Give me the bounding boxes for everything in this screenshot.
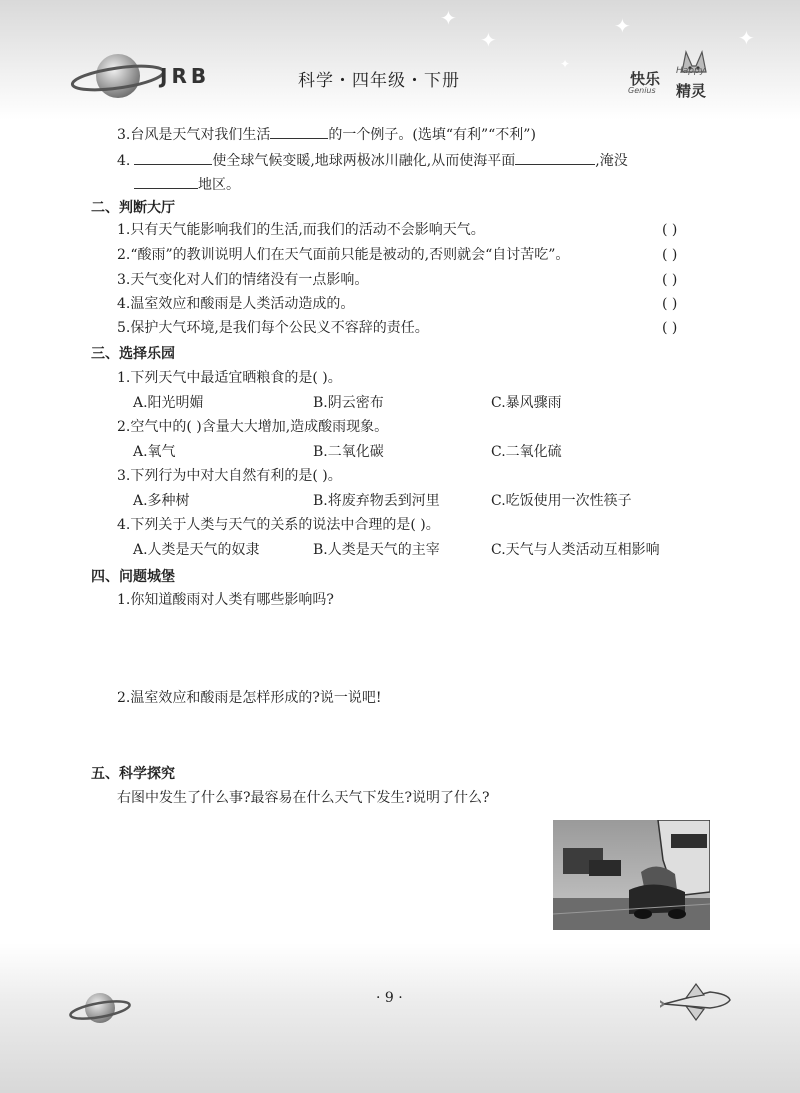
answer-paren[interactable]: ( ): [662, 222, 678, 238]
judge-item-3: 3.天气变化对人们的情绪没有一点影响。: [117, 272, 369, 288]
answer-blank[interactable]: [134, 174, 198, 189]
section-heading-questions: 四、问题城堡: [91, 569, 175, 585]
judge-item-2: 2.“酸雨”的教训说明人们在天气面前只能是被动的,否则就会“自讨苦吃”。: [117, 247, 570, 263]
answer-blank[interactable]: [515, 150, 595, 165]
star-icon: ✦: [480, 28, 497, 52]
choice-option-1c[interactable]: C.暴风骤雨: [491, 395, 562, 411]
q4-middle: 使全球气候变暖,地球两极冰川融化,从而使海平面: [212, 153, 516, 169]
star-icon: ✦: [440, 6, 457, 30]
answer-paren[interactable]: ( ): [662, 320, 678, 336]
choice-option-3b[interactable]: B.将废弃物丢到河里: [313, 493, 440, 509]
planet-icon: [70, 48, 166, 104]
series-logo: JRB: [160, 64, 211, 88]
choice-option-2c[interactable]: C.二氧化硫: [491, 444, 562, 460]
brand-logo: [628, 50, 726, 100]
choice-option-3a[interactable]: A.多种树: [133, 493, 190, 509]
choice-option-4b[interactable]: B.人类是天气的主宰: [313, 542, 440, 558]
logo-jingling-text: 精灵: [676, 82, 707, 100]
q4-line2: 地区。: [198, 177, 240, 193]
space-shuttle-icon: [660, 982, 734, 1022]
star-icon: ✦: [560, 57, 571, 71]
star-icon: ✦: [614, 14, 631, 38]
judge-item-5: 5.保护大气环境,是我们每个公民义不容辞的责任。: [117, 320, 429, 336]
logo-text: 快乐: [630, 70, 661, 88]
section-heading-explore: 五、科学探究: [91, 766, 175, 782]
page-title: 科学・四年级・下册: [298, 71, 460, 91]
answer-blank[interactable]: [134, 150, 212, 165]
choice-option-4a[interactable]: A.人类是天气的奴隶: [133, 542, 260, 558]
judge-item-1: 1.只有天气能影响我们的生活,而我们的活动不会影响天气。: [117, 222, 485, 238]
logo-script-text: Genius: [628, 86, 656, 95]
choice-option-1b[interactable]: B.阴云密布: [313, 395, 384, 411]
explore-question: 右图中发生了什么事?最容易在什么天气下发生?说明了什么?: [117, 790, 490, 806]
choice-stem-3: 3.下列行为中对大自然有利的是( )。: [117, 468, 342, 484]
judge-item-4: 4.温室效应和酸雨是人类活动造成的。: [117, 296, 355, 312]
star-icon: ✦: [738, 26, 755, 50]
answer-paren[interactable]: ( ): [662, 247, 678, 263]
q3-prefix: 3.台风是天气对我们生活: [117, 127, 271, 143]
logo-happy-text: Happy: [676, 66, 706, 76]
open-question-2: 2.温室效应和酸雨是怎样形成的?说一说吧!: [117, 690, 382, 706]
q4-number: 4.: [117, 153, 131, 169]
fill-question-3: [117, 124, 536, 145]
choice-stem-2: 2.空气中的( )含量大大增加,造成酸雨现象。: [117, 419, 389, 435]
choice-option-3c[interactable]: C.吃饭使用一次性筷子: [491, 493, 632, 509]
page-number: · 9 ·: [376, 990, 403, 1006]
section-heading-choice: 三、选择乐园: [91, 346, 175, 362]
section-heading-judge: 二、判断大厅: [91, 200, 175, 216]
planet-icon: [68, 988, 132, 1028]
choice-option-4c[interactable]: C.天气与人类活动互相影响: [491, 542, 660, 558]
q3-suffix: 的一个例子。(选填“有利”“不利”): [328, 127, 536, 143]
choice-option-2a[interactable]: A.氧气: [133, 444, 176, 460]
open-question-1: 1.你知道酸雨对人类有哪些影响吗?: [117, 592, 334, 608]
fill-question-4-line2: [134, 174, 240, 195]
answer-paren[interactable]: ( ): [662, 296, 678, 312]
fill-question-4: [117, 150, 628, 171]
q4-end: ,淹没: [595, 153, 628, 169]
answer-blank[interactable]: [270, 124, 328, 139]
answer-paren[interactable]: ( ): [662, 272, 678, 288]
choice-option-1a[interactable]: A.阳光明媚: [133, 395, 204, 411]
choice-option-2b[interactable]: B.二氧化碳: [313, 444, 384, 460]
accident-photo: [553, 820, 710, 930]
choice-stem-1: 1.下列天气中最适宜晒粮食的是( )。: [117, 370, 342, 386]
choice-stem-4: 4.下列关于人类与天气的关系的说法中合理的是( )。: [117, 517, 440, 533]
